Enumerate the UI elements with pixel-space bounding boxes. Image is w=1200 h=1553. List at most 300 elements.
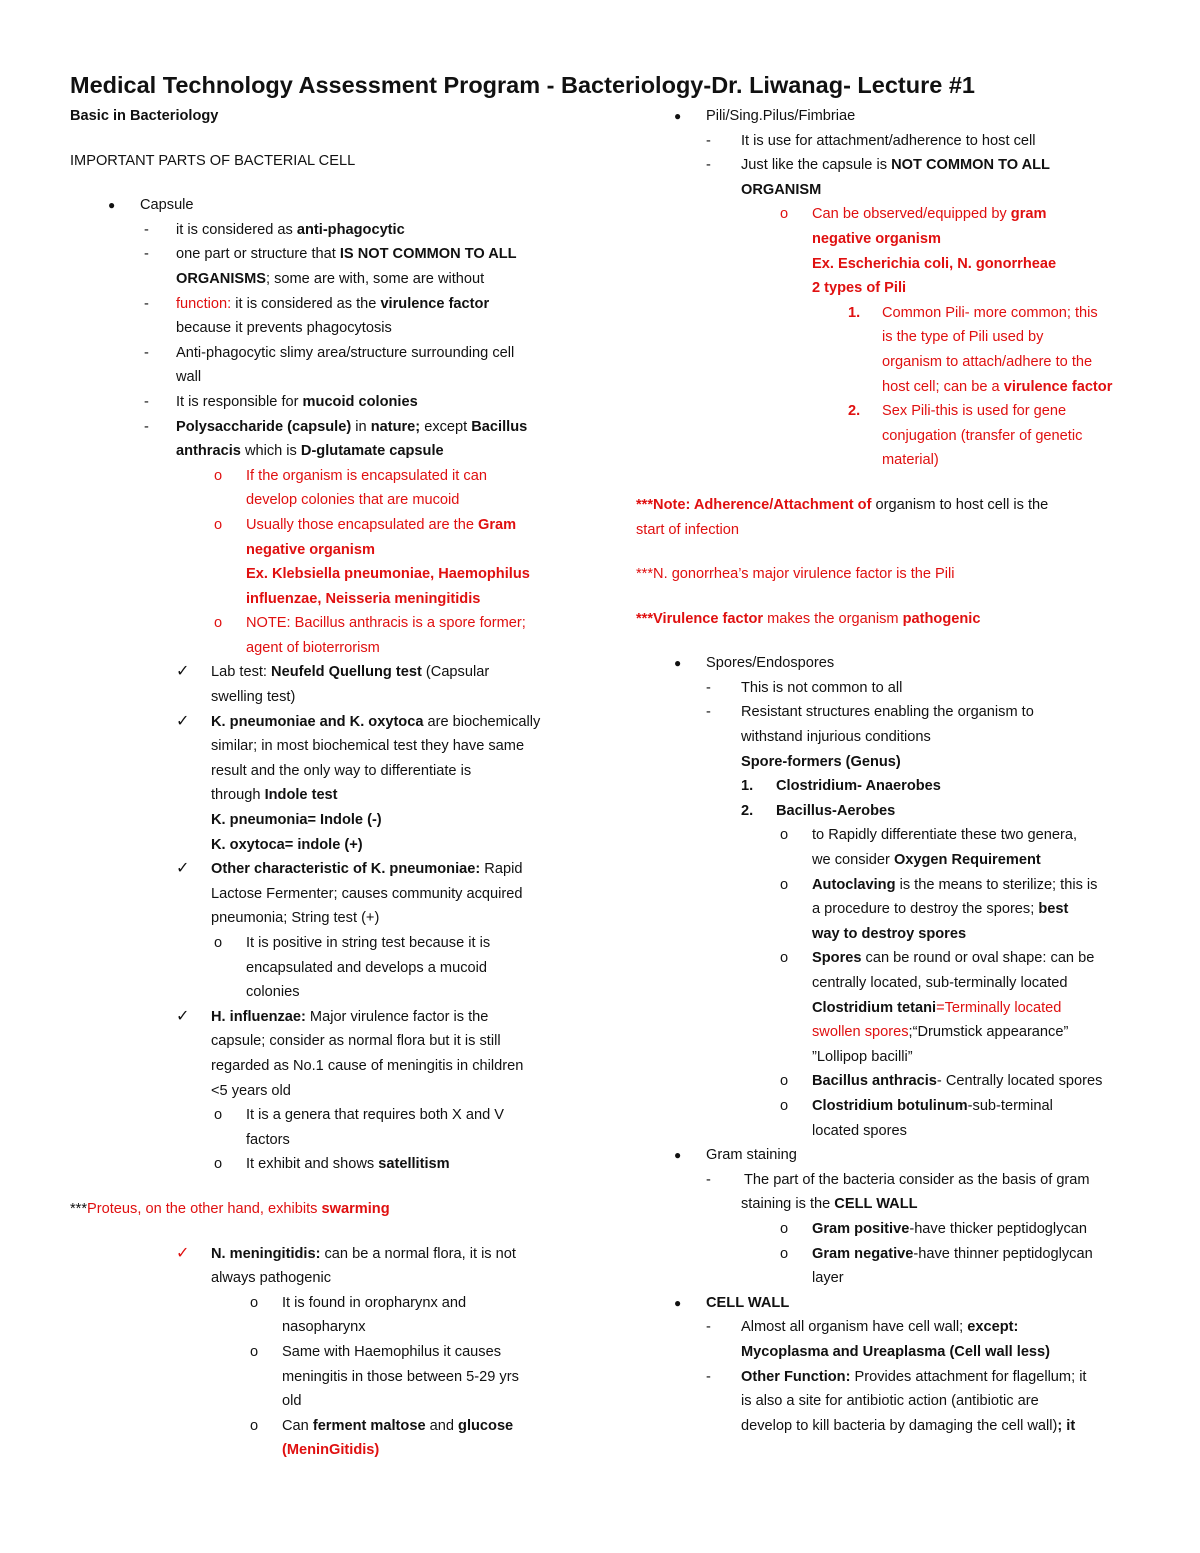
checkmark-icon: ✓ <box>176 1007 190 1025</box>
checkmark-icon: ✓ <box>176 663 190 681</box>
text-segment: virulence factor <box>380 295 490 312</box>
text-line <box>70 390 590 415</box>
text-segment: makes the organism <box>763 610 903 627</box>
text-segment: Oxygen Requirement <box>893 852 1041 869</box>
text-line <box>636 922 1156 947</box>
text-line <box>70 857 590 882</box>
text-segment: function: <box>176 295 232 312</box>
page-title: Medical Technology Assessment Program - Bacteriology-Dr. Liwanag- Lecture #1 <box>70 72 975 98</box>
text-line <box>636 153 1156 178</box>
list-marker: o <box>214 516 223 533</box>
text-line <box>70 783 590 808</box>
text-line <box>70 1152 590 1177</box>
text-segment: influenzae, Neisseria meningitidis <box>246 590 481 607</box>
list-marker: o <box>214 467 223 484</box>
list-marker: o <box>250 1343 259 1360</box>
text-segment: Common Pili- more common; this <box>882 304 1098 321</box>
text-segment: ***Note: Adherence/Attachment of <box>636 496 872 513</box>
text-line <box>636 1389 1156 1414</box>
text-line <box>636 448 1156 473</box>
text-line <box>636 799 1156 824</box>
text-segment: If the organism is encapsulated it can <box>246 467 487 484</box>
text-segment: The part of the bacteria consider as the basis of gram <box>744 1171 1090 1188</box>
text-segment: (Capsular <box>421 664 490 681</box>
text-line <box>70 759 590 784</box>
text-line <box>636 350 1156 375</box>
text-line <box>70 562 590 587</box>
checkmark-icon: ✓ <box>176 712 190 730</box>
list-marker: - <box>144 221 149 238</box>
text-segment: layer <box>812 1270 844 1287</box>
text-segment: ORGANISM <box>741 181 822 198</box>
text-line <box>636 676 1156 701</box>
text-line <box>636 493 1156 518</box>
text-segment: ; it <box>1057 1417 1076 1434</box>
list-marker: - <box>144 418 149 435</box>
text-line <box>636 1020 1156 1045</box>
text-segment: material) <box>882 452 939 469</box>
text-segment: Indole test <box>264 787 338 804</box>
text-line <box>70 1128 590 1153</box>
text-segment: wall <box>176 369 202 386</box>
text-line <box>70 292 590 317</box>
text-segment: Can <box>282 1417 313 1434</box>
list-marker: - <box>144 393 149 410</box>
text-line <box>636 848 1156 873</box>
text-segment: satellitism <box>378 1156 450 1173</box>
text-segment: -have thicker peptidoglycan <box>909 1220 1087 1237</box>
text-segment: D-glutamate capsule <box>300 443 444 460</box>
text-segment: a procedure to destroy the spores; <box>812 901 1039 918</box>
text-line <box>636 562 1156 587</box>
list-marker: - <box>706 132 711 149</box>
text-segment: This is not common to all <box>741 679 903 696</box>
text-segment: Other characteristic of K. pneumoniae: <box>211 861 481 878</box>
list-marker: 1. <box>848 304 861 321</box>
text-line <box>70 882 590 907</box>
text-segment: meningitis in those between 5-29 yrs <box>282 1368 519 1385</box>
text-segment: N. meningitidis: <box>211 1245 321 1262</box>
text-segment: can be a normal flora, it is not <box>320 1245 516 1262</box>
text-segment: develop colonies that are mucoid <box>246 492 460 509</box>
list-marker: o <box>214 1107 223 1124</box>
text-segment: It is use for attachment/adherence to host cell <box>741 132 1036 149</box>
text-segment: Gram staining <box>706 1147 797 1164</box>
text-segment: ; some are with, some are without <box>266 270 485 287</box>
list-marker: o <box>214 935 223 951</box>
text-segment: Mycoplasma and Ureaplasma (Cell wall less) <box>741 1343 1051 1360</box>
text-line <box>636 104 1156 129</box>
spacer <box>70 1177 590 1197</box>
text-segment: Capsule <box>140 197 194 214</box>
text-segment: Lactose Fermenter; causes community acquired <box>211 885 523 902</box>
list-marker: o <box>780 1245 789 1262</box>
text-segment: Sex Pili-this is used for gene <box>882 403 1067 420</box>
list-marker: o <box>780 206 789 223</box>
list-marker: o <box>780 1073 789 1090</box>
text-line <box>636 252 1156 277</box>
text-segment: located spores <box>812 1122 907 1139</box>
list-marker: - <box>706 1368 711 1385</box>
text-line <box>70 906 590 931</box>
text-segment: except <box>424 418 472 435</box>
text-line <box>636 325 1156 350</box>
text-line <box>70 365 590 390</box>
text-segment: CELL WALL <box>834 1196 918 1213</box>
text-segment: NOT COMMON TO ALL <box>891 157 1050 174</box>
spacer <box>636 542 1156 562</box>
text-segment: ;“Drumstick appearance” <box>908 1024 1069 1041</box>
text-line <box>70 488 590 513</box>
text-segment: It is responsible for <box>176 393 303 410</box>
text-line <box>636 1266 1156 1291</box>
list-marker: o <box>214 1156 223 1173</box>
text-segment: ORGANISMS <box>176 270 266 287</box>
text-line <box>636 1069 1156 1094</box>
list-marker: 2. <box>848 403 861 420</box>
text-line <box>70 242 590 267</box>
text-line <box>70 587 590 612</box>
text-segment: similar; in most biochemical test they have same <box>211 738 525 755</box>
list-marker: - <box>144 344 149 361</box>
list-marker: 1. <box>741 778 754 795</box>
text-segment: Gram <box>478 516 517 533</box>
list-marker: - <box>144 246 149 263</box>
text-segment: Clostridium botulinum <box>812 1097 968 1114</box>
spacer <box>70 1222 590 1242</box>
list-marker: o <box>780 950 789 967</box>
text-line <box>636 823 1156 848</box>
spacer <box>636 473 1156 493</box>
text-segment: encapsulated and develops a mucoid <box>246 959 487 976</box>
text-line <box>70 1266 590 1291</box>
text-line <box>636 1217 1156 1242</box>
list-marker: ● <box>674 1295 682 1310</box>
text-segment: Spore-formers (Genus) <box>741 753 901 770</box>
text-line <box>70 1414 590 1439</box>
text-segment: <5 years old <box>211 1082 291 1099</box>
text-segment: organism to attach/adhere to the <box>882 353 1093 370</box>
text-segment: It is positive in string test because it is <box>246 935 491 951</box>
text-segment: Just like the capsule is <box>741 157 892 174</box>
text-line <box>70 513 590 538</box>
text-line <box>636 1168 1156 1193</box>
text-segment: capsule; consider as normal flora but it is still <box>211 1033 501 1050</box>
text-line <box>636 1045 1156 1070</box>
text-line <box>636 946 1156 971</box>
text-segment: always pathogenic <box>211 1270 332 1287</box>
text-line <box>70 1103 590 1128</box>
list-marker: o <box>214 615 223 632</box>
text-line <box>636 607 1156 632</box>
text-line <box>636 1365 1156 1390</box>
text-segment: IMPORTANT PARTS OF BACTERIAL CELL <box>70 152 356 169</box>
text-segment: develop to kill bacteria by damaging the cell wall) <box>741 1417 1058 1434</box>
list-marker: o <box>780 1097 789 1114</box>
text-segment: Clostridium- Anaerobes <box>776 778 941 795</box>
text-line <box>70 464 590 489</box>
text-line <box>70 1054 590 1079</box>
text-line <box>636 725 1156 750</box>
text-segment: to Rapidly differentiate these two genera, <box>812 827 1078 844</box>
list-marker: ● <box>674 1148 682 1163</box>
text-segment: Pili/Sing.Pilus/Fimbriae <box>706 108 856 124</box>
text-segment: Resistant structures enabling the organism to <box>741 704 1034 721</box>
text-line <box>636 1315 1156 1340</box>
text-line <box>636 897 1156 922</box>
text-line <box>636 774 1156 799</box>
text-segment: agent of bioterrorism <box>246 639 380 656</box>
list-marker: ● <box>674 656 682 671</box>
text-segment: anti-phagocytic <box>296 221 405 238</box>
text-segment: staining is the <box>741 1196 835 1213</box>
text-segment: Can be observed/equipped by <box>812 206 1011 223</box>
text-line <box>636 1094 1156 1119</box>
text-segment: negative organism <box>812 230 941 247</box>
text-segment: which is <box>240 443 301 460</box>
text-line <box>70 980 590 1005</box>
text-line <box>636 700 1156 725</box>
list-marker: o <box>250 1294 259 1311</box>
text-segment: Gram negative <box>812 1245 914 1262</box>
text-segment: start of infection <box>636 521 740 538</box>
text-line <box>70 956 590 981</box>
text-segment: old <box>282 1393 302 1410</box>
spacer <box>636 631 1156 651</box>
text-segment: result and the only way to differentiate is <box>211 762 472 779</box>
text-line <box>70 439 590 464</box>
list-marker: o <box>780 1220 789 1237</box>
text-segment: Bacillus anthracis <box>812 1073 937 1090</box>
text-line <box>636 399 1156 424</box>
list-marker: o <box>780 827 789 844</box>
text-segment: it is considered as <box>176 221 297 238</box>
text-segment: negative organism <box>246 541 375 558</box>
text-segment: Provides attachment for flagellum; it <box>850 1368 1087 1385</box>
text-segment: organism to host cell is the <box>871 496 1049 513</box>
text-segment: regarded as No.1 cause of meningitis in children <box>211 1057 524 1074</box>
text-line <box>70 1197 590 1222</box>
text-line <box>636 750 1156 775</box>
text-line <box>636 971 1156 996</box>
text-segment: *** <box>70 1200 88 1217</box>
text-segment: through <box>211 787 265 804</box>
text-segment: swarming <box>321 1200 390 1217</box>
text-line <box>70 193 590 218</box>
text-line <box>636 651 1156 676</box>
text-segment: gram <box>1010 206 1047 223</box>
text-segment: IS NOT COMMON TO ALL <box>339 246 517 263</box>
text-line <box>70 710 590 735</box>
text-line <box>636 1192 1156 1217</box>
text-segment: Ex. Klebsiella pneumoniae, Haemophilus <box>246 566 530 583</box>
text-segment: H. influenzae: <box>211 1008 306 1025</box>
text-segment: 2 types of Pili <box>812 280 907 297</box>
text-segment: Almost all organism have cell wall; <box>741 1319 968 1336</box>
text-segment: K. oxytoca= indole (+) <box>211 836 363 853</box>
checkmark-icon: ✓ <box>176 1244 190 1262</box>
text-segment: CELL WALL <box>706 1294 790 1311</box>
text-line <box>70 611 590 636</box>
text-line <box>70 341 590 366</box>
text-segment: is the type of Pili used by <box>882 329 1044 346</box>
text-segment: pathogenic <box>902 610 981 627</box>
text-segment: and <box>425 1417 459 1434</box>
text-segment: in <box>351 418 371 435</box>
text-line <box>70 808 590 833</box>
text-line <box>70 931 590 956</box>
text-segment: Proteus, on the other hand, exhibits <box>87 1200 322 1217</box>
text-segment: Lab test: <box>211 664 272 681</box>
text-segment: swollen spores <box>812 1024 909 1041</box>
text-line <box>636 1414 1156 1439</box>
text-line <box>636 129 1156 154</box>
spacer <box>70 173 590 193</box>
text-line <box>636 1340 1156 1365</box>
text-line <box>636 1119 1156 1144</box>
text-segment: glucose <box>458 1417 514 1434</box>
text-segment: pneumonia; String test (+) <box>211 910 380 927</box>
text-line <box>70 1291 590 1316</box>
text-line <box>70 833 590 858</box>
text-line <box>636 518 1156 543</box>
right-column <box>636 104 1156 1438</box>
text-segment: way to destroy spores <box>812 925 967 942</box>
text-segment: nature; <box>370 418 425 435</box>
text-line <box>636 1242 1156 1267</box>
text-segment: Other Function: <box>741 1368 851 1385</box>
text-segment: K. pneumoniae and K. oxytoca <box>211 713 424 730</box>
text-segment: swelling test) <box>211 689 296 706</box>
text-segment: Basic in Bacteriology <box>70 108 219 124</box>
text-segment: Anti-phagocytic slimy area/structure surrounding cell <box>176 344 515 361</box>
text-segment: host cell; can be a <box>882 378 1004 395</box>
list-marker: ● <box>674 109 682 123</box>
text-segment: Bacillus <box>471 418 528 435</box>
text-line <box>636 178 1156 203</box>
text-segment: ferment maltose <box>312 1417 426 1434</box>
text-segment: we consider <box>812 852 894 869</box>
text-segment: Spores <box>812 950 862 967</box>
text-segment: conjugation (transfer of genetic <box>882 427 1083 444</box>
text-line <box>636 301 1156 326</box>
text-line <box>70 1315 590 1340</box>
text-line <box>70 1242 590 1267</box>
list-marker: - <box>706 704 711 721</box>
text-segment: It is a genera that requires both X and V <box>246 1107 504 1124</box>
text-segment: are biochemically <box>423 713 541 730</box>
text-segment: NOTE: Bacillus anthracis is a spore former; <box>246 615 526 632</box>
text-segment: best <box>1038 901 1069 918</box>
text-line <box>70 218 590 243</box>
text-line <box>70 734 590 759</box>
text-segment: Gram positive <box>812 1220 910 1237</box>
text-segment: Neufeld Quellung test <box>271 664 422 681</box>
text-line <box>70 685 590 710</box>
text-segment: N. gonorrhea’s major virulence factor is the Pili <box>653 566 955 583</box>
text-line <box>70 1389 590 1414</box>
text-segment: withstand injurious conditions <box>741 729 931 746</box>
text-line <box>636 1143 1156 1168</box>
text-segment: is the means to sterilize; this is <box>895 876 1098 893</box>
text-line <box>70 267 590 292</box>
text-line <box>70 1340 590 1365</box>
text-segment: because it prevents phagocytosis <box>176 320 392 337</box>
text-segment: Usually those encapsulated are the <box>246 516 479 533</box>
text-line <box>70 104 590 129</box>
list-marker: ● <box>108 198 116 213</box>
text-segment: *** <box>636 566 654 583</box>
list-marker: - <box>706 1319 711 1336</box>
left-column <box>70 104 590 1463</box>
spacer <box>70 129 590 149</box>
text-segment: ”Lollipop bacilli” <box>812 1048 913 1065</box>
text-segment: colonies <box>246 984 300 1001</box>
text-line <box>70 538 590 563</box>
text-line <box>70 636 590 661</box>
text-segment: Ex. Escherichia coli, N. gonorrheae <box>812 255 1057 272</box>
text-segment: it is considered as the <box>231 295 381 312</box>
list-marker: - <box>144 295 149 312</box>
text-segment: It exhibit and shows <box>246 1156 379 1173</box>
text-segment: -have thinner peptidoglycan <box>913 1245 1093 1262</box>
text-line <box>70 316 590 341</box>
text-line <box>636 1291 1156 1316</box>
text-segment: virulence factor <box>1003 378 1113 395</box>
text-segment: Major virulence factor is the <box>305 1008 489 1025</box>
text-segment: mucoid colonies <box>302 393 418 410</box>
text-segment: ***Virulence factor <box>636 610 764 627</box>
text-segment: Clostridium tetani <box>812 999 937 1016</box>
spacer <box>636 587 1156 607</box>
list-marker: o <box>780 876 789 893</box>
text-line <box>70 1365 590 1390</box>
text-segment: nasopharynx <box>282 1319 366 1336</box>
text-line <box>70 1079 590 1104</box>
text-line <box>636 996 1156 1021</box>
text-segment: one part or structure that <box>176 246 340 263</box>
text-segment: except: <box>967 1319 1019 1336</box>
text-segment: Autoclaving <box>812 876 896 893</box>
list-marker: - <box>706 157 711 174</box>
text-line <box>70 149 590 174</box>
text-segment: factors <box>246 1131 290 1148</box>
text-segment: Polysaccharide (capsule) <box>176 418 352 435</box>
text-line <box>70 660 590 685</box>
text-segment: -sub-terminal <box>967 1097 1053 1114</box>
text-segment: centrally located, sub-terminally located <box>812 975 1068 991</box>
text-segment: It is found in oropharynx and <box>282 1294 467 1311</box>
list-marker: o <box>250 1417 259 1434</box>
text-segment: is also a site for antibiotic action (antibiotic are <box>741 1393 1039 1410</box>
text-segment: =Terminally located <box>936 999 1062 1016</box>
text-line <box>70 1005 590 1030</box>
text-line <box>636 276 1156 301</box>
text-segment: Same with Haemophilus it causes <box>282 1343 502 1360</box>
text-segment: Rapid <box>480 861 523 878</box>
text-segment: anthracis <box>176 443 241 460</box>
text-line <box>70 415 590 440</box>
text-line <box>636 227 1156 252</box>
text-line <box>636 202 1156 227</box>
checkmark-icon: ✓ <box>176 860 190 878</box>
text-line <box>636 873 1156 898</box>
text-segment: Spores/Endospores <box>706 655 835 672</box>
text-segment: Bacillus-Aerobes <box>776 802 896 819</box>
text-line <box>70 1438 590 1463</box>
list-marker: - <box>706 679 711 696</box>
text-segment: (MeninGitidis) <box>282 1442 380 1459</box>
